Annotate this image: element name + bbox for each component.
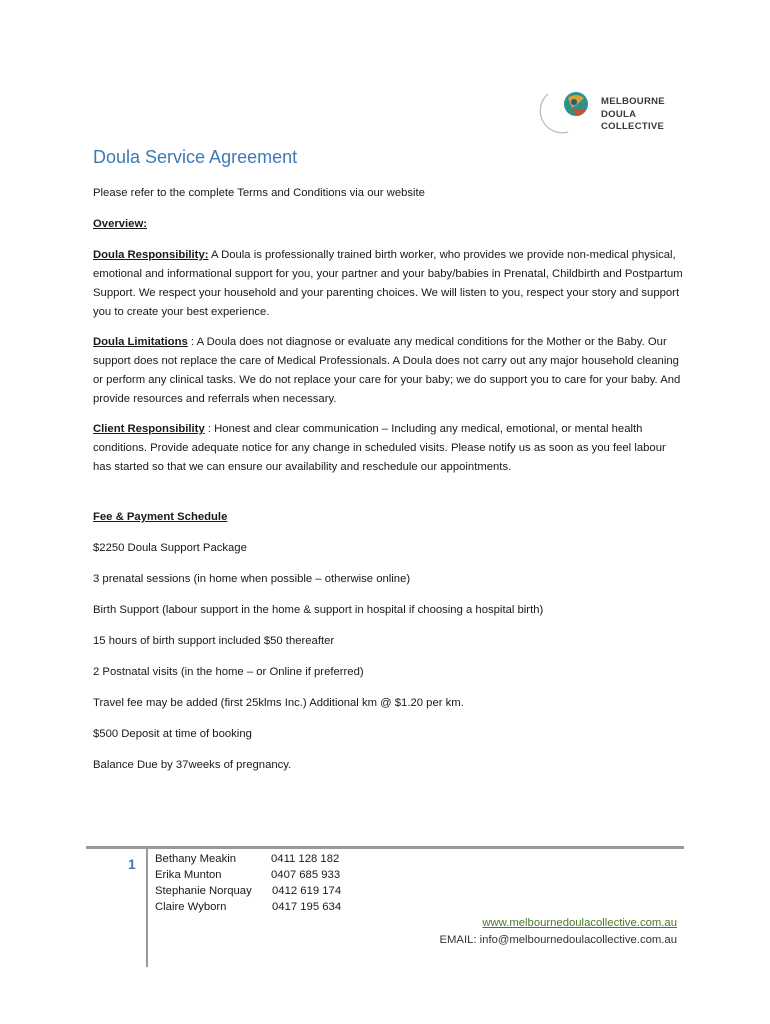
contact-phone: 0407 685 933 — [271, 869, 341, 881]
contact-name: Bethany Meakin — [155, 853, 237, 865]
fee-item: Travel fee may be added (first 25klms Inc.) Additional km @ $1.20 per km. — [93, 697, 464, 709]
footer-divider — [86, 846, 684, 849]
document-title: Doula Service Agreement — [93, 147, 298, 167]
fee-item: $2250 Doula Support Package — [93, 542, 247, 554]
contact-row — [155, 899, 341, 915]
footer-website-block — [439, 915, 677, 949]
doula-responsibility-paragraph — [93, 246, 683, 322]
contact-name: Stephanie Norquay — [155, 885, 252, 897]
contact-row — [155, 851, 341, 867]
doula-responsibility-label: Doula Responsibility: — [93, 249, 209, 261]
logo-line-2: DOULA — [601, 108, 637, 120]
contact-row — [155, 867, 341, 883]
overview-heading-text: Overview: — [93, 218, 148, 230]
fee-heading-text: Fee & Payment Schedule — [93, 511, 228, 523]
fee-item: 2 Postnatal visits (in the home – or Online if preferred) — [93, 666, 364, 678]
logo-line-1: MELBOURNE — [601, 96, 665, 107]
contact-list — [155, 851, 341, 915]
logo-text — [601, 96, 665, 134]
fee-heading — [93, 508, 683, 527]
fee-item: 3 prenatal sessions (in home when possible – otherwise online) — [93, 573, 411, 585]
intro-text: Please refer to the complete Terms and Conditions via our website — [93, 187, 425, 199]
fee-item: Balance Due by 37weeks of pregnancy. — [93, 759, 292, 771]
doula-limitations-label: Doula Limitations — [93, 336, 188, 348]
fee-item: 15 hours of birth support included $50 thereafter — [93, 635, 335, 647]
doula-responsibility-text: A Doula is professionally trained birth worker, who provides we provide non-medical physical, emotional and informational support for you, your partner and your baby/babies in Prenatal, Childbirth and Postpartum Support. We respect your household and your parenting choices. We will listen to you, respect your story and support you to create your best experience. — [93, 249, 683, 318]
logo-mark-icon — [538, 88, 596, 134]
contact-name: Erika Munton — [155, 869, 222, 881]
overview-heading — [93, 215, 683, 234]
doula-limitations-text: : A Doula does not diagnose or evaluate any medical conditions for the Mother or the Baby. Our support does not replace the care of Medical Professionals. A Doula does not carry out any major household cleaning or perform any clinical tasks. We do not replace your care for your baby; we do support you to care for your baby. And provide resources and referrals when necessary. — [93, 336, 681, 405]
client-responsibility-text: : Honest and clear communication – Including any medical, emotional, or mental health conditions. Provide adequate notice for any change in scheduled visits. Please notify us as soon as you feel labour has started so that we can ensure our availability and reschedule our appointments. — [93, 423, 666, 473]
email-text: EMAIL: info@melbournedoulacollective.com.au — [439, 934, 677, 946]
logo-line-3: COLLECTIVE — [601, 121, 665, 132]
contact-name: Claire Wyborn — [155, 901, 227, 913]
contact-phone: 0417 195 634 — [272, 901, 342, 913]
doula-limitations-paragraph — [93, 333, 683, 409]
client-responsibility-paragraph — [93, 420, 683, 477]
website-link[interactable]: www.melbournedoulacollective.com.au — [482, 917, 677, 929]
fee-item: Birth Support (labour support in the home & support in hospital if choosing a hospital birth) — [93, 604, 544, 616]
page-number: 1 — [128, 856, 136, 872]
contact-phone: 0411 128 182 — [271, 853, 340, 865]
client-responsibility-label: Client Responsibility — [93, 423, 205, 435]
logo — [538, 88, 678, 138]
contact-row — [155, 883, 341, 899]
contact-phone: 0412 619 174 — [272, 885, 342, 897]
footer-divider-vertical — [146, 849, 148, 967]
fee-item: $500 Deposit at time of booking — [93, 728, 252, 740]
